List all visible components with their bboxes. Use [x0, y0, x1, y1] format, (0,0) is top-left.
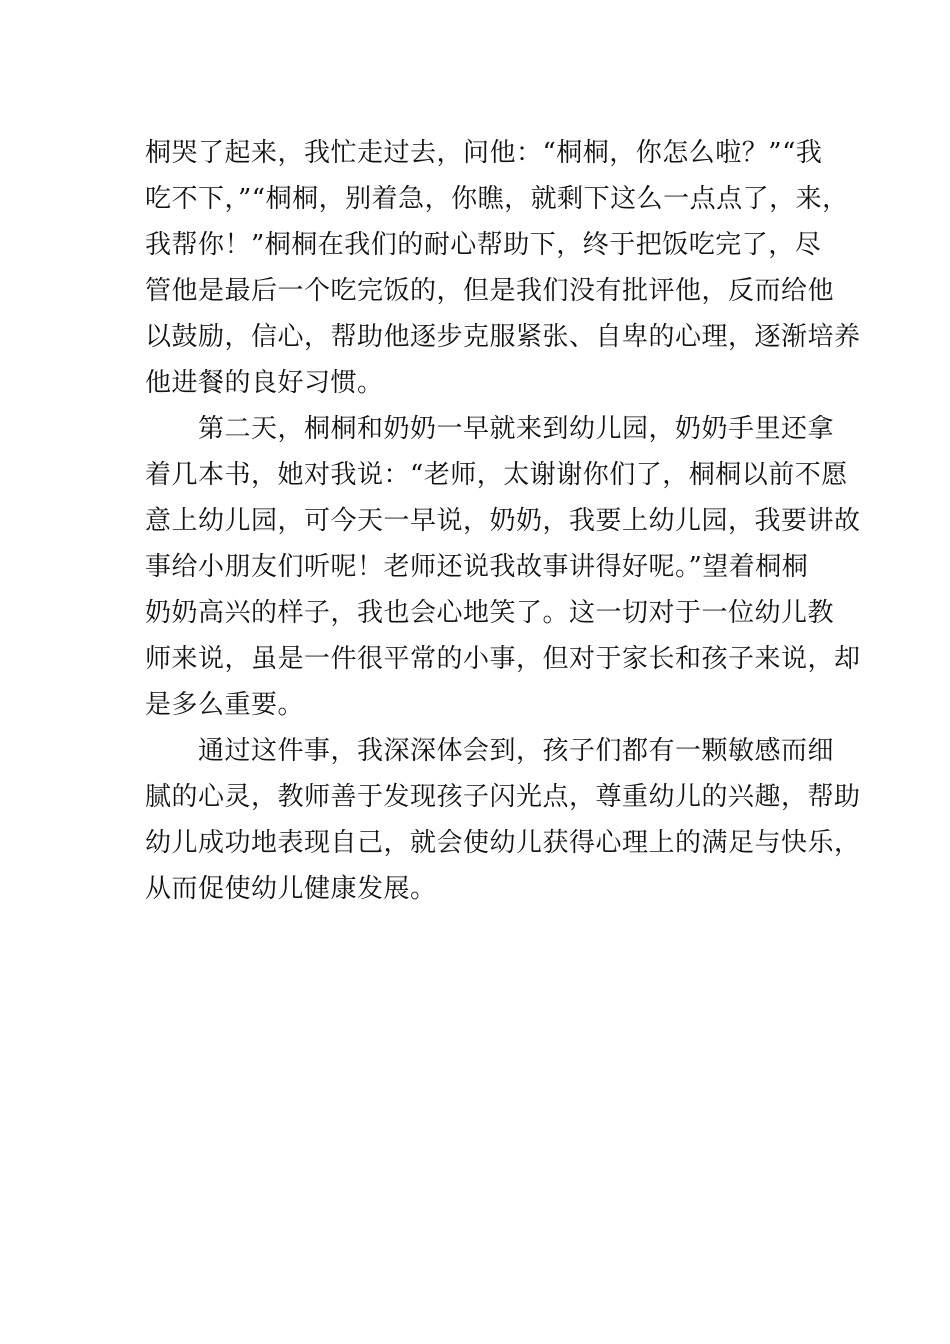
text-line: 桐哭了起来，我忙走过去，问他：“桐桐，你怎么啦？”“我 — [145, 138, 823, 168]
paragraph-2 — [145, 406, 861, 728]
text-line: 奶奶高兴的样子，我也会心地笑了。这一切对于一位幼儿教 — [145, 598, 835, 628]
body-text — [145, 130, 861, 912]
text-line: 他进餐的良好习惯。 — [145, 368, 384, 398]
text-line: 第二天，桐桐和奶奶一早就来到幼儿园，奶奶手里还拿 — [145, 414, 835, 444]
paragraph-3 — [145, 728, 861, 912]
text-line: 管他是最后一个吃完饭的，但是我们没有批评他，反而给他 — [145, 276, 835, 306]
text-line: 是多么重要。 — [145, 690, 305, 720]
text-line: 幼儿成功地表现自己，就会使幼儿获得心理上的满足与快乐， — [145, 828, 861, 858]
text-line: 着几本书，她对我说：“老师，太谢谢你们了，桐桐以前不愿 — [145, 460, 848, 490]
text-line: 以鼓励，信心，帮助他逐步克服紧张、自卑的心理，逐渐培养 — [145, 322, 861, 352]
text-line: 吃不下，”“桐桐，别着急，你瞧，就剩下这么一点点了，来， — [145, 184, 849, 214]
text-line: 意上幼儿园，可今天一早说，奶奶，我要上幼儿园，我要讲故 — [145, 506, 861, 536]
text-line: 我帮你！”桐桐在我们的耐心帮助下，终于把饭吃完了，尽 — [145, 230, 822, 260]
text-line: 从而促使幼儿健康发展。 — [145, 874, 437, 904]
paragraph-1 — [145, 130, 861, 406]
text-line: 师来说，虽是一件很平常的小事，但对于家长和孩子来说，却 — [145, 644, 861, 674]
text-line: 通过这件事，我深深体会到，孩子们都有一颗敏感而细 — [145, 736, 835, 766]
text-line: 腻的心灵，教师善于发现孩子闪光点，尊重幼儿的兴趣，帮助 — [145, 782, 861, 812]
text-line: 事给小朋友们听呢！老师还说我故事讲得好呢。”望着桐桐 — [145, 552, 809, 582]
